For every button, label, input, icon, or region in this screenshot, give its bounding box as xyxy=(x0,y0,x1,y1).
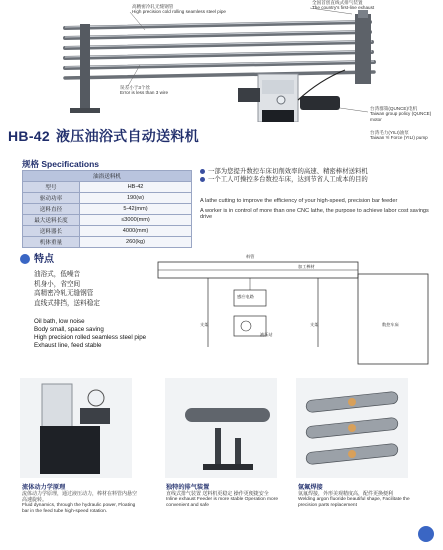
specs-heading xyxy=(22,158,99,170)
spec-value: 5-42(mm) xyxy=(80,204,192,215)
caption-welding-en: Welding argon fluoride beautiful shape, Facilitate the precision parts replacement xyxy=(298,497,410,508)
photo-welding-parts xyxy=(296,378,408,478)
callout-error-en: Error is less than 3 wire xyxy=(120,90,168,96)
schematic-svg xyxy=(148,252,438,372)
spec-key: 机体重量 xyxy=(23,237,80,248)
callout-pump xyxy=(370,130,440,141)
callout-motor xyxy=(370,106,440,122)
spec-value: 260(kg) xyxy=(80,237,192,248)
spec-value: 4000(mm) xyxy=(80,226,192,237)
callout-pipe xyxy=(132,4,226,15)
table-row xyxy=(23,237,192,248)
spec-key: 最大送料长度 xyxy=(23,215,80,226)
feature-en-3: High precision rolled seamless steel pipe xyxy=(34,334,147,341)
specs-table-header: 油浴送料机 xyxy=(23,171,192,182)
callout-error-cn: 误差小于3个丝 xyxy=(120,85,151,90)
diagram-label-stand-2: 支架 xyxy=(310,322,319,327)
caption-welding xyxy=(298,482,416,509)
features-heading-text: 特点 xyxy=(34,254,54,265)
bullet-1-en: A lathe cutting to improve the efficiency of your high-speed, precision bar feeder xyxy=(200,198,398,204)
specs-heading-en: Specifications xyxy=(41,159,100,169)
bullet-dot-icon xyxy=(200,177,205,182)
features-heading xyxy=(20,250,54,265)
photo-hydraulic-station xyxy=(20,378,132,478)
spec-value: 190(w) xyxy=(80,193,192,204)
bullet-1-cn-text: 一部为您提升数控车床切削效率的高速、精密棒材送料机 xyxy=(208,168,368,175)
feature-cn-1: 油浴式，低噪音 xyxy=(34,271,81,278)
spec-value: ≤3000(mm) xyxy=(80,215,192,226)
diagram-label-bar: 加工棒材 xyxy=(298,264,315,269)
specs-header-row xyxy=(23,171,192,182)
spec-key: 驱动功率 xyxy=(23,193,80,204)
bullet-2-cn-text: 一个工人可操控多台数控车床，达到节省人工成本的目的 xyxy=(208,176,368,183)
bullet-2-en: A worker is in control of more than one CNC lathe, the purpose to achieve labor cost savings drive xyxy=(200,207,429,221)
feature-cn-3: 高精密冷轧无缝钢管 xyxy=(34,290,94,297)
callout-pump-en: Taiwan Yi Force (YILI) pump xyxy=(370,135,428,141)
bullet-2-cn xyxy=(200,176,436,184)
feature-en-1: Oil bath, low noise xyxy=(34,318,85,325)
features-star-icon xyxy=(20,254,30,264)
caption-welding-title: 氩氟焊接 xyxy=(298,484,323,491)
caption-exhaust-title: 独特的排气装置 xyxy=(166,484,210,491)
caption-fluid-title: 流体动力学原理 xyxy=(22,484,66,491)
callout-exhaust xyxy=(312,0,374,11)
specs-table xyxy=(22,170,192,248)
table-row xyxy=(23,226,192,237)
caption-welding-cn: 氩氟焊接，外形美观精度高，配件更换便利 xyxy=(298,491,394,497)
diagram-label-sensor: 感应电路 xyxy=(237,294,254,299)
caption-fluid-cn: 流体动力学原理，通过液压动力，棒材在料管内悬空高速旋转。 xyxy=(22,491,138,503)
page-title xyxy=(8,126,199,146)
corner-logo-icon xyxy=(418,526,434,542)
specs-heading-cn: 规格 xyxy=(22,159,40,169)
spec-key: 型号 xyxy=(23,182,80,193)
callout-pipe-en: High precision cold rolling seamless steel pipe xyxy=(132,9,226,15)
diagram-label-lathe: 数控车床 xyxy=(382,322,399,327)
callout-pump-cn: 台湾毛力(YILI)油泵 xyxy=(370,130,409,135)
spec-key: 送料器长 xyxy=(23,226,80,237)
spec-key: 送料直径 xyxy=(23,204,80,215)
diagram-label-stand-1: 支架 xyxy=(200,322,209,327)
callout-pipe-cn: 高精密冷轧无缝钢管 xyxy=(132,4,174,9)
bullet-list xyxy=(200,168,436,221)
caption-exhaust-en: Inline exhaust Feeder is more stable Operation more convenient and safe xyxy=(166,497,278,508)
model-code: HB-42 xyxy=(8,128,50,144)
features-cn xyxy=(34,270,154,308)
product-name: 液压油浴式自动送料机 xyxy=(55,128,199,144)
callout-motor-cn: 台湾群策(QUNCE)电机 xyxy=(370,106,418,111)
table-row xyxy=(23,215,192,226)
callout-exhaust-en: The country's first-line exhaust xyxy=(312,5,375,11)
feature-en-4: Exhaust line, feed stable xyxy=(34,342,102,349)
caption-exhaust-cn: 直线式排气装置 送料机更稳定 操作更便捷安全 xyxy=(166,491,269,497)
diagram-label-station: 液压站 xyxy=(260,332,273,337)
spec-value: HB-42 xyxy=(80,182,192,193)
feature-cn-4: 直线式排挡，送料稳定 xyxy=(34,299,100,307)
table-row xyxy=(23,182,192,193)
caption-fluid-en: Fluid dynamics, through the hydraulic power, Floating bar in the feed tube high-speed rotation. xyxy=(22,503,136,514)
diagram-label-tube: 料管 xyxy=(246,254,255,259)
bullet-1-cn xyxy=(200,168,436,176)
callout-motor-en: Taiwan group policy (QUNCE) motor xyxy=(370,111,432,122)
callout-exhaust-cn: 全国首创直线式排气装置 xyxy=(312,0,363,5)
photo-exhaust-device xyxy=(165,378,277,478)
feature-en-2: Body small, space saving xyxy=(34,326,104,333)
table-row xyxy=(23,204,192,215)
caption-fluid xyxy=(22,482,140,515)
feature-cn-2: 机身小，省空间 xyxy=(34,280,81,288)
machine-illustration xyxy=(0,0,443,122)
caption-exhaust xyxy=(166,482,284,509)
schematic-diagram xyxy=(148,252,438,372)
table-row xyxy=(23,193,192,204)
bullet-dot-icon xyxy=(200,169,205,174)
callout-error xyxy=(120,85,168,96)
